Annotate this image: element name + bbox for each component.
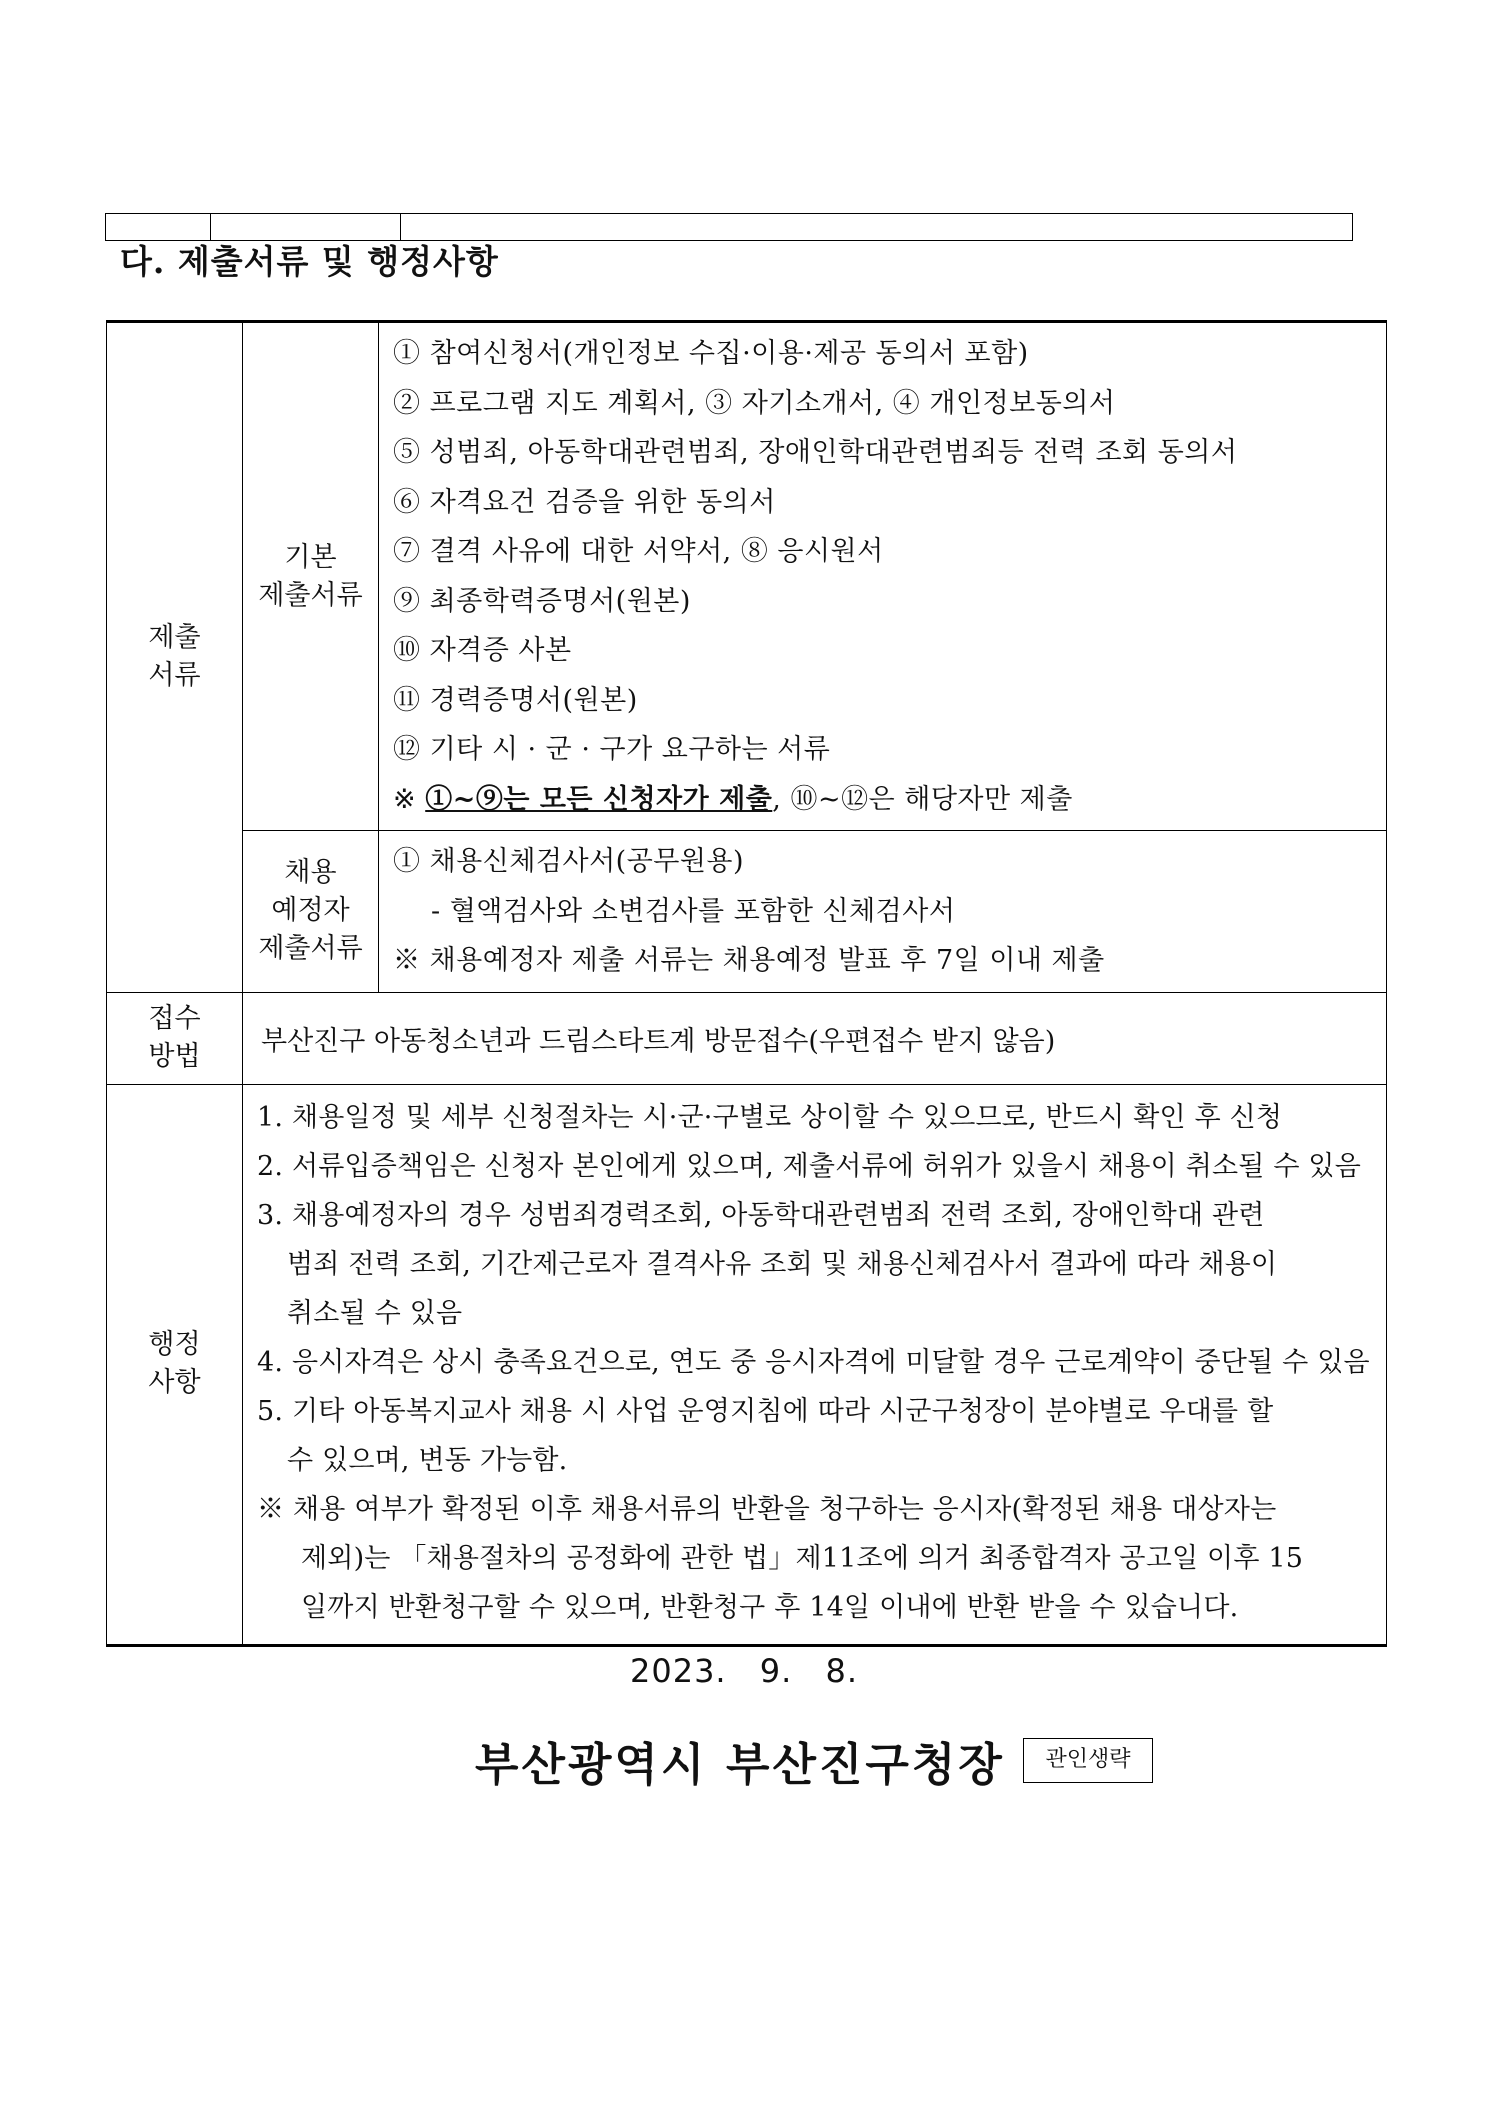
section-title: 다. 제출서류 및 행정사항: [120, 242, 499, 281]
seal-omitted-box: 관인생략: [1023, 1738, 1153, 1783]
admin-line: 2. 서류입증책임은 신청자 본인에게 있으며, 제출서류에 허위가 있을시 채용이 취소될 수 있음: [257, 1150, 1361, 1182]
list-item: ② 프로그램 지도 계획서, ③ 자기소개서, ④ 개인정보동의서: [393, 387, 1116, 419]
admin-line: 범죄 전력 조회, 기간제근로자 결격사유 조회 및 채용신체검사서 결과에 따라 채용이: [287, 1248, 1278, 1280]
list-item: ⑦ 결격 사유에 대한 서약서, ⑧ 응시원서: [393, 536, 884, 567]
admin-line: 수 있으며, 변동 가능함.: [287, 1444, 568, 1476]
category-label: 사항: [148, 1367, 201, 1398]
list-item: ⑫ 기타 시 · 군 · 구가 요구하는 서류: [393, 734, 831, 765]
list-item: ① 채용신체검사서(공무원용): [393, 846, 745, 877]
subcategory-label: 채용: [284, 857, 337, 889]
note-text: , ⑩~⑫은 해당자만 제출: [772, 783, 1073, 815]
prospective-docs-list: [379, 831, 1387, 993]
subcategory-prospective-docs: [243, 831, 379, 993]
reception-method: 부산진구 아동청소년과 드림스타트계 방문접수(우편접수 받지 않음): [243, 992, 1387, 1084]
admin-line: 취소될 수 있음: [287, 1297, 463, 1329]
list-item: ⑨ 최종학력증명서(원본): [393, 585, 691, 617]
admin-line: 5. 기타 아동복지교사 채용 시 사업 운영지침에 따라 시군구청장이 분야별로 우대를 할: [257, 1395, 1274, 1427]
note-mark: ※: [393, 783, 426, 815]
subcategory-label: 제출서류: [258, 579, 363, 611]
subcategory-label: 예정자: [271, 895, 350, 927]
header-strip-cell: [401, 214, 1352, 240]
subcategory-label: 제출서류: [258, 933, 363, 965]
list-item: ⑤ 성범죄, 아동학대관련범죄, 장애인학대관련범죄등 전력 조회 동의서: [393, 437, 1238, 468]
list-item: ① 참여신청서(개인정보 수집·이용·제공 동의서 포함): [393, 338, 1029, 369]
admin-line: 일까지 반환청구할 수 있으며, 반환청구 후 14일 이내에 반환 받을 수 있습니다.: [301, 1591, 1239, 1623]
category-label: 행정: [148, 1329, 201, 1360]
category-label: 서류: [148, 660, 201, 692]
admin-line: 1. 채용일정 및 세부 신청절차는 시·군·구별로 상이할 수 있으므로, 반드시 확인 후 신청: [257, 1101, 1283, 1133]
issuing-authority: 부산광역시 부산진구청장: [475, 1738, 1005, 1791]
category-label: 접수: [148, 1003, 201, 1034]
admin-line: ※ 채용 여부가 확정된 이후 채용서류의 반환을 청구하는 응시자(확정된 채용 대상자는: [257, 1493, 1277, 1525]
category-label: 방법: [148, 1041, 201, 1072]
list-item: ⑥ 자격요건 검증을 위한 동의서: [393, 486, 776, 518]
list-item: ⑪ 경력증명서(원본): [393, 684, 638, 716]
basic-docs-note: [393, 775, 1372, 825]
admin-line: 제외)는 「채용절차의 공정화에 관한 법」제11조에 의거 최종합격자 공고일 이후 15: [301, 1542, 1304, 1574]
list-item: - 혈액검사와 소변검사를 포함한 신체검사서: [431, 895, 956, 927]
category-reception: [107, 992, 243, 1084]
basic-docs-list: [379, 322, 1387, 831]
subcategory-basic-docs: [243, 322, 379, 831]
documents-table: [106, 320, 1387, 1647]
admin-line: 3. 채용예정자의 경우 성범죄경력조회, 아동학대관련범죄 전력 조회, 장애인학대 관련: [257, 1199, 1265, 1231]
note-emphasis: ①~⑨는 모든 신청자가 제출: [425, 783, 773, 815]
category-label: 제출: [148, 622, 201, 654]
list-item: ⑩ 자격증 사본: [393, 635, 572, 666]
admin-notes: [243, 1084, 1387, 1645]
list-item: ※ 채용예정자 제출 서류는 채용예정 발표 후 7일 이내 제출: [393, 945, 1105, 976]
category-submit-docs: [107, 322, 243, 993]
subcategory-label: 기본: [284, 541, 337, 573]
category-admin: [107, 1084, 243, 1645]
document-date: 2023. 9. 8.: [629, 1652, 858, 1690]
admin-line: 4. 응시자격은 상시 충족요건으로, 연도 중 응시자격에 미달할 경우 근로계약이 중단될 수 있음: [257, 1346, 1370, 1378]
